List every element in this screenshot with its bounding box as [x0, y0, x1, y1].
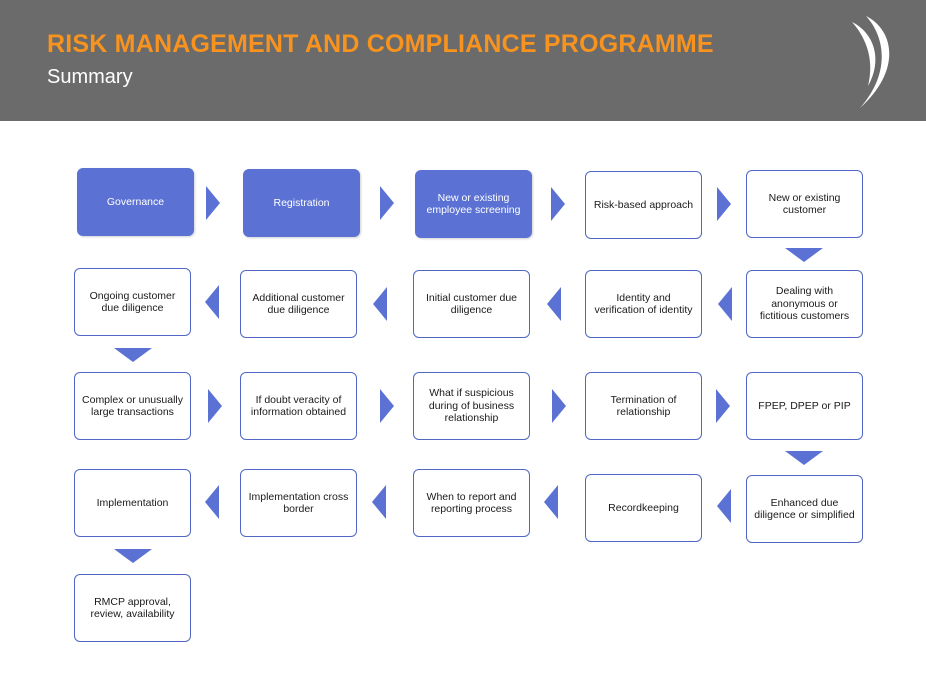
- page-title: RISK MANAGEMENT AND COMPLIANCE PROGRAMME: [47, 30, 714, 58]
- arrow-right-icon: [208, 389, 222, 423]
- arrow-left-icon: [205, 485, 219, 519]
- step-rmcp-approval: RMCP approval, review, availability: [74, 574, 191, 642]
- arrow-left-icon: [373, 287, 387, 321]
- page-subtitle: Summary: [47, 66, 133, 88]
- step-risk-based-approach: Risk-based approach: [585, 171, 702, 239]
- arrow-down-icon: [114, 549, 152, 563]
- step-governance: Governance: [77, 168, 194, 236]
- step-complex-transactions: Complex or unusually large transactions: [74, 372, 191, 440]
- arrow-down-icon: [785, 451, 823, 465]
- step-identity-verification: Identity and verification of identity: [585, 270, 702, 338]
- arrow-right-icon: [206, 186, 220, 220]
- arrow-right-icon: [551, 187, 565, 221]
- step-initial-cdd: Initial customer due diligence: [413, 270, 530, 338]
- step-new-or-existing-customer: New or existing customer: [746, 170, 863, 238]
- arrow-left-icon: [372, 485, 386, 519]
- arrow-left-icon: [718, 287, 732, 321]
- arrow-left-icon: [544, 485, 558, 519]
- header-banner: [0, 0, 926, 121]
- arrow-left-icon: [205, 285, 219, 319]
- brand-logo-icon: [846, 12, 906, 112]
- arrow-right-icon: [716, 389, 730, 423]
- step-anonymous-customers: Dealing with anonymous or fictitious customers: [746, 270, 863, 338]
- step-registration: Registration: [243, 169, 360, 237]
- step-implementation: Implementation: [74, 469, 191, 537]
- step-additional-cdd: Additional customer due diligence: [240, 270, 357, 338]
- step-termination: Termination of relationship: [585, 372, 702, 440]
- arrow-right-icon: [552, 389, 566, 423]
- step-suspicious: What if suspicious during of business relationship: [413, 372, 530, 440]
- arrow-down-icon: [114, 348, 152, 362]
- arrow-right-icon: [717, 187, 731, 221]
- arrow-left-icon: [717, 489, 731, 523]
- arrow-left-icon: [547, 287, 561, 321]
- step-doubt-veracity: If doubt veracity of information obtained: [240, 372, 357, 440]
- step-employee-screening: New or existing employee screening: [415, 170, 532, 238]
- step-implementation-cross-border: Implementation cross border: [240, 469, 357, 537]
- step-enhanced-dd: Enhanced due diligence or simplified: [746, 475, 863, 543]
- arrow-down-icon: [785, 248, 823, 262]
- step-reporting: When to report and reporting process: [413, 469, 530, 537]
- arrow-right-icon: [380, 186, 394, 220]
- step-recordkeeping: Recordkeeping: [585, 474, 702, 542]
- arrow-right-icon: [380, 389, 394, 423]
- step-ongoing-cdd: Ongoing customer due diligence: [74, 268, 191, 336]
- step-fpep-dpep-pip: FPEP, DPEP or PIP: [746, 372, 863, 440]
